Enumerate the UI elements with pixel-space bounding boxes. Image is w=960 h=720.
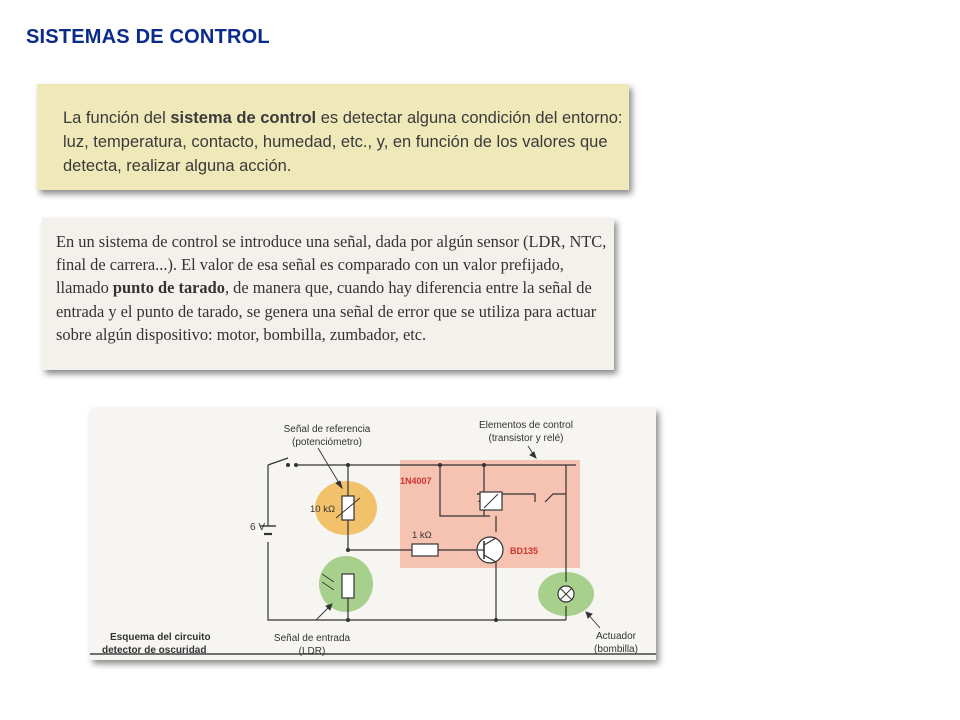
- definition-card: [37, 84, 629, 190]
- explanation-text-part1: En un sistema de control se introduce una señal, dada por algún sensor (LDR, NTC, final de carrera...). El valor de esa señal es comparado con un valor prefijado, llamado: [56, 232, 607, 298]
- junction: [346, 548, 350, 552]
- definition-text-part1: La función del: [63, 109, 171, 127]
- transistor-label: BD135: [510, 546, 539, 556]
- explanation-text-part2: , de manera que, cuando hay diferencia entre la señal de entrada y el punto de tarado, se genera una señal de error que se utiliza para actuar sobre algún dispositivo: motor, bombilla, zumbador, etc.: [56, 278, 597, 344]
- junction: [438, 463, 442, 467]
- actuator-label-2: (bombilla): [594, 644, 638, 655]
- definition-text: [63, 106, 623, 178]
- explanation-bold: punto de tarado: [112, 278, 225, 298]
- caption-line-2: detector de oscuridad: [102, 645, 207, 656]
- control-label-2: (transistor y relé): [488, 433, 564, 444]
- bulb-icon: [558, 586, 574, 602]
- actuator-label-1: Actuador: [595, 631, 637, 642]
- relay-icon: [480, 492, 502, 510]
- reference-label-2: (potenciómetro): [291, 437, 363, 448]
- circuit-diagram: [90, 408, 656, 660]
- explanation-card: [42, 218, 614, 370]
- resistor-icon: [412, 544, 438, 556]
- control-label-1: Elementos de control: [479, 420, 573, 431]
- transistor-icon: [477, 537, 503, 563]
- definition-bold: sistema de control: [170, 109, 317, 127]
- page-title: SISTEMAS DE CONTROL: [26, 26, 270, 48]
- reference-label-1: Señal de referencia: [283, 424, 371, 435]
- junction: [494, 618, 498, 622]
- voltage-label: 6 V: [250, 522, 266, 533]
- resistor-label: 1 kΩ: [412, 530, 432, 541]
- explanation-text: [56, 230, 612, 346]
- circuit-card: [90, 408, 656, 660]
- junction: [346, 618, 350, 622]
- junction: [482, 463, 486, 467]
- diode-label: 1N4007: [400, 476, 432, 486]
- input-label-1: Señal de entrada: [273, 633, 351, 644]
- switch-icon: [286, 463, 298, 467]
- caption-line-1: Esquema del circuito: [110, 632, 211, 643]
- junction: [346, 463, 350, 467]
- input-label-2: (LDR): [298, 646, 326, 657]
- potentiometer-value: 10 kΩ: [310, 504, 336, 515]
- definition-text-part2: es detectar alguna condición del entorno: luz, temperatura, contacto, humedad, etc., y, en función de los valores que detecta, realizar alguna acción.: [63, 109, 623, 175]
